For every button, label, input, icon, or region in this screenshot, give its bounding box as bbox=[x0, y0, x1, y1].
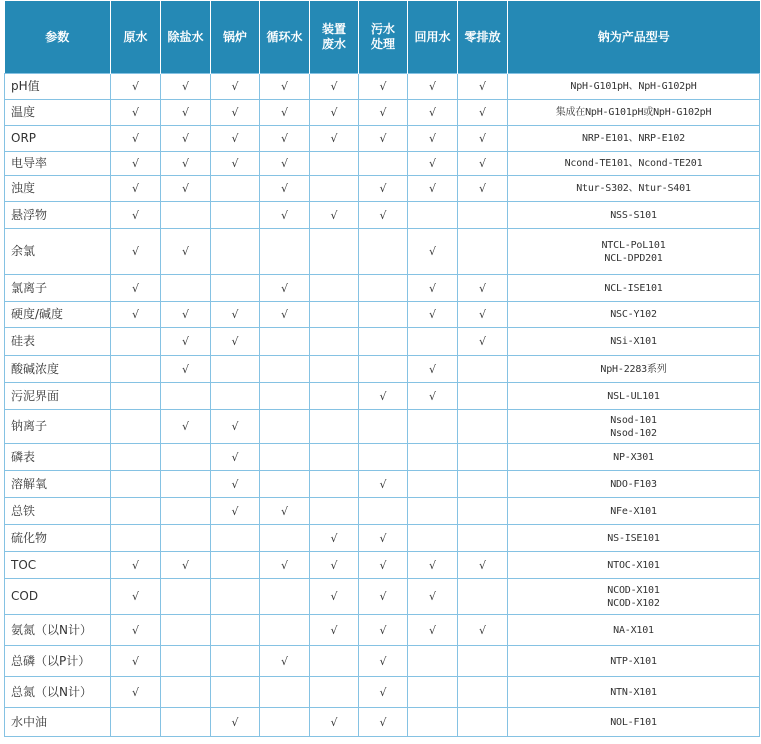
empty-cell bbox=[111, 498, 161, 525]
check-mark-cell: √ bbox=[359, 708, 408, 737]
model-line: NTCL-PoL101 bbox=[601, 239, 666, 251]
header-sewage-treatment bbox=[359, 1, 408, 74]
table-row bbox=[5, 498, 760, 525]
model-line: NSi-X101 bbox=[610, 336, 657, 347]
model-cell bbox=[508, 646, 760, 677]
check-mark-cell: √ bbox=[458, 74, 508, 100]
check-mark-cell: √ bbox=[161, 410, 211, 444]
model-cell bbox=[508, 708, 760, 737]
check-mark-cell: √ bbox=[310, 202, 359, 229]
check-mark-cell: √ bbox=[359, 471, 408, 498]
empty-cell bbox=[310, 383, 359, 410]
empty-cell bbox=[211, 356, 260, 383]
empty-cell bbox=[211, 646, 260, 677]
empty-cell bbox=[260, 708, 310, 737]
model-line: NCOD-X102 bbox=[607, 597, 660, 609]
empty-cell bbox=[458, 525, 508, 552]
model-cell bbox=[508, 471, 760, 498]
table-row bbox=[5, 646, 760, 677]
empty-cell bbox=[211, 383, 260, 410]
check-mark-cell: √ bbox=[458, 328, 508, 356]
header-raw-water: 原水 bbox=[111, 1, 161, 74]
param-cell: pH值 bbox=[5, 74, 111, 100]
empty-cell bbox=[111, 383, 161, 410]
empty-cell bbox=[458, 444, 508, 471]
check-mark-cell: √ bbox=[111, 615, 161, 646]
empty-cell bbox=[111, 471, 161, 498]
table-row bbox=[5, 176, 760, 202]
param-cell: 总铁 bbox=[5, 498, 111, 525]
check-mark-cell: √ bbox=[260, 275, 310, 302]
model-line: NDO-F103 bbox=[610, 478, 657, 490]
param-cell: 磷表 bbox=[5, 444, 111, 471]
empty-cell bbox=[111, 444, 161, 471]
model-line: NSC-Y102 bbox=[610, 309, 657, 320]
empty-cell bbox=[408, 410, 458, 444]
empty-cell bbox=[359, 275, 408, 302]
model-line: 集成在NpH-G101pH或NpH-G102pH bbox=[555, 107, 712, 118]
table-row bbox=[5, 356, 760, 383]
param-cell: 硅表 bbox=[5, 328, 111, 356]
empty-cell bbox=[310, 471, 359, 498]
empty-cell bbox=[458, 579, 508, 615]
check-mark-cell: √ bbox=[458, 100, 508, 126]
empty-cell bbox=[458, 708, 508, 737]
param-cell: 酸碱浓度 bbox=[5, 356, 111, 383]
empty-cell bbox=[111, 328, 161, 356]
table-row bbox=[5, 275, 760, 302]
empty-cell bbox=[458, 356, 508, 383]
model-cell bbox=[508, 126, 760, 152]
empty-cell bbox=[111, 525, 161, 552]
empty-cell bbox=[211, 229, 260, 275]
check-mark-cell: √ bbox=[211, 126, 260, 152]
check-mark-cell: √ bbox=[310, 708, 359, 737]
check-mark-cell: √ bbox=[111, 229, 161, 275]
table-row bbox=[5, 552, 760, 579]
check-mark-cell: √ bbox=[359, 579, 408, 615]
check-mark-cell: √ bbox=[458, 275, 508, 302]
empty-cell bbox=[211, 615, 260, 646]
empty-cell bbox=[161, 525, 211, 552]
model-cell bbox=[508, 383, 760, 410]
check-mark-cell: √ bbox=[161, 152, 211, 176]
check-mark-cell: √ bbox=[211, 152, 260, 176]
model-cell bbox=[508, 410, 760, 444]
model-cell bbox=[508, 552, 760, 579]
check-mark-cell: √ bbox=[260, 100, 310, 126]
empty-cell bbox=[458, 229, 508, 275]
header-circulating-water: 循环水 bbox=[260, 1, 310, 74]
check-mark-cell: √ bbox=[408, 302, 458, 328]
empty-cell bbox=[310, 152, 359, 176]
check-mark-cell: √ bbox=[111, 552, 161, 579]
empty-cell bbox=[310, 275, 359, 302]
check-mark-cell: √ bbox=[111, 74, 161, 100]
model-line: NA-X101 bbox=[613, 624, 654, 636]
check-mark-cell: √ bbox=[408, 356, 458, 383]
model-line: NpH-G101pH、NpH-G102pH bbox=[570, 81, 697, 92]
empty-cell bbox=[111, 410, 161, 444]
model-line: NFe-X101 bbox=[610, 505, 657, 517]
param-cell: 浊度 bbox=[5, 176, 111, 202]
check-mark-cell: √ bbox=[359, 202, 408, 229]
empty-cell bbox=[408, 202, 458, 229]
check-mark-cell: √ bbox=[359, 126, 408, 152]
param-cell: 污泥界面 bbox=[5, 383, 111, 410]
check-mark-cell: √ bbox=[260, 302, 310, 328]
empty-cell bbox=[161, 708, 211, 737]
model-line: NOL-F101 bbox=[610, 716, 657, 728]
check-mark-cell: √ bbox=[260, 552, 310, 579]
empty-cell bbox=[310, 498, 359, 525]
param-cell: 总氮（以N计） bbox=[5, 677, 111, 708]
model-line: NTN-X101 bbox=[610, 686, 657, 698]
empty-cell bbox=[161, 677, 211, 708]
empty-cell bbox=[359, 444, 408, 471]
empty-cell bbox=[211, 176, 260, 202]
empty-cell bbox=[359, 328, 408, 356]
header-sewage-treatment-line1: 污水 bbox=[370, 22, 395, 36]
check-mark-cell: √ bbox=[161, 176, 211, 202]
empty-cell bbox=[408, 471, 458, 498]
empty-cell bbox=[260, 677, 310, 708]
model-cell bbox=[508, 444, 760, 471]
check-mark-cell: √ bbox=[161, 126, 211, 152]
header-model: 钠为产品型号 bbox=[508, 1, 760, 74]
header-reclaimed-water: 回用水 bbox=[408, 1, 458, 74]
check-mark-cell: √ bbox=[111, 100, 161, 126]
empty-cell bbox=[458, 383, 508, 410]
check-mark-cell: √ bbox=[408, 74, 458, 100]
check-mark-cell: √ bbox=[458, 176, 508, 202]
param-cell: 余氯 bbox=[5, 229, 111, 275]
check-mark-cell: √ bbox=[161, 100, 211, 126]
model-line: NCL-ISE101 bbox=[604, 282, 663, 294]
check-mark-cell: √ bbox=[161, 552, 211, 579]
empty-cell bbox=[458, 202, 508, 229]
model-line: Ntur-S302、Ntur-S401 bbox=[576, 183, 691, 194]
table-row bbox=[5, 579, 760, 615]
empty-cell bbox=[260, 615, 310, 646]
model-line: NSS-S101 bbox=[610, 209, 657, 221]
empty-cell bbox=[161, 202, 211, 229]
check-mark-cell: √ bbox=[408, 229, 458, 275]
param-cell: COD bbox=[5, 579, 111, 615]
param-cell: TOC bbox=[5, 552, 111, 579]
check-mark-cell: √ bbox=[211, 100, 260, 126]
empty-cell bbox=[111, 356, 161, 383]
check-mark-cell: √ bbox=[111, 579, 161, 615]
empty-cell bbox=[161, 444, 211, 471]
check-mark-cell: √ bbox=[458, 615, 508, 646]
check-mark-cell: √ bbox=[111, 677, 161, 708]
param-cell: 水中油 bbox=[5, 708, 111, 737]
empty-cell bbox=[211, 275, 260, 302]
empty-cell bbox=[359, 410, 408, 444]
empty-cell bbox=[161, 646, 211, 677]
model-cell bbox=[508, 152, 760, 176]
model-cell bbox=[508, 615, 760, 646]
empty-cell bbox=[260, 328, 310, 356]
check-mark-cell: √ bbox=[211, 444, 260, 471]
empty-cell bbox=[310, 356, 359, 383]
param-cell: 温度 bbox=[5, 100, 111, 126]
table-row bbox=[5, 444, 760, 471]
model-line: NTOC-X101 bbox=[607, 559, 660, 571]
empty-cell bbox=[260, 229, 310, 275]
model-cell bbox=[508, 202, 760, 229]
empty-cell bbox=[211, 525, 260, 552]
check-mark-cell: √ bbox=[111, 152, 161, 176]
check-mark-cell: √ bbox=[408, 126, 458, 152]
table-row bbox=[5, 615, 760, 646]
model-line: NCL-DPD201 bbox=[604, 252, 663, 264]
empty-cell bbox=[310, 646, 359, 677]
model-line: NCOD-X101 bbox=[607, 584, 660, 596]
model-line: NRP-E101、NRP-E102 bbox=[582, 133, 685, 144]
check-mark-cell: √ bbox=[359, 677, 408, 708]
empty-cell bbox=[359, 302, 408, 328]
check-mark-cell: √ bbox=[260, 202, 310, 229]
param-cell: ORP bbox=[5, 126, 111, 152]
empty-cell bbox=[260, 410, 310, 444]
check-mark-cell: √ bbox=[161, 356, 211, 383]
table-row bbox=[5, 383, 760, 410]
check-mark-cell: √ bbox=[310, 126, 359, 152]
check-mark-cell: √ bbox=[408, 615, 458, 646]
empty-cell bbox=[458, 498, 508, 525]
check-mark-cell: √ bbox=[359, 383, 408, 410]
check-mark-cell: √ bbox=[359, 552, 408, 579]
check-mark-cell: √ bbox=[111, 302, 161, 328]
model-line: NTP-X101 bbox=[610, 655, 657, 667]
check-mark-cell: √ bbox=[408, 579, 458, 615]
model-cell bbox=[508, 302, 760, 328]
param-cell: 钠离子 bbox=[5, 410, 111, 444]
check-mark-cell: √ bbox=[310, 100, 359, 126]
check-mark-cell: √ bbox=[408, 176, 458, 202]
empty-cell bbox=[310, 410, 359, 444]
check-mark-cell: √ bbox=[161, 229, 211, 275]
model-cell bbox=[508, 525, 760, 552]
header-device-wastewater-line1: 装置 bbox=[321, 22, 346, 36]
empty-cell bbox=[161, 498, 211, 525]
table-row bbox=[5, 152, 760, 176]
check-mark-cell: √ bbox=[211, 410, 260, 444]
empty-cell bbox=[260, 356, 310, 383]
table-row bbox=[5, 74, 760, 100]
check-mark-cell: √ bbox=[458, 302, 508, 328]
model-line: NpH-2283系列 bbox=[600, 363, 667, 375]
header-desalted-water: 除盐水 bbox=[161, 1, 211, 74]
model-cell bbox=[508, 275, 760, 302]
check-mark-cell: √ bbox=[111, 126, 161, 152]
check-mark-cell: √ bbox=[260, 646, 310, 677]
check-mark-cell: √ bbox=[458, 126, 508, 152]
check-mark-cell: √ bbox=[260, 74, 310, 100]
empty-cell bbox=[408, 525, 458, 552]
check-mark-cell: √ bbox=[408, 383, 458, 410]
header-param: 参数 bbox=[5, 1, 111, 74]
empty-cell bbox=[359, 152, 408, 176]
header-device-wastewater bbox=[310, 1, 359, 74]
empty-cell bbox=[260, 471, 310, 498]
header-boiler: 锅炉 bbox=[211, 1, 260, 74]
check-mark-cell: √ bbox=[359, 615, 408, 646]
analyzer-selection-table bbox=[4, 1, 760, 737]
check-mark-cell: √ bbox=[211, 471, 260, 498]
empty-cell bbox=[458, 677, 508, 708]
empty-cell bbox=[458, 646, 508, 677]
check-mark-cell: √ bbox=[310, 552, 359, 579]
empty-cell bbox=[310, 176, 359, 202]
check-mark-cell: √ bbox=[458, 552, 508, 579]
check-mark-cell: √ bbox=[408, 275, 458, 302]
model-line: Nsod-101 bbox=[610, 414, 657, 426]
empty-cell bbox=[211, 677, 260, 708]
model-cell bbox=[508, 100, 760, 126]
table-row bbox=[5, 302, 760, 328]
param-cell: 悬浮物 bbox=[5, 202, 111, 229]
check-mark-cell: √ bbox=[359, 100, 408, 126]
empty-cell bbox=[408, 708, 458, 737]
empty-cell bbox=[408, 646, 458, 677]
param-cell: 硬度/碱度 bbox=[5, 302, 111, 328]
empty-cell bbox=[310, 677, 359, 708]
empty-cell bbox=[161, 383, 211, 410]
model-cell bbox=[508, 328, 760, 356]
table-row bbox=[5, 126, 760, 152]
empty-cell bbox=[260, 525, 310, 552]
table-row bbox=[5, 525, 760, 552]
check-mark-cell: √ bbox=[359, 176, 408, 202]
table-row bbox=[5, 471, 760, 498]
check-mark-cell: √ bbox=[161, 74, 211, 100]
check-mark-cell: √ bbox=[310, 615, 359, 646]
check-mark-cell: √ bbox=[161, 328, 211, 356]
empty-cell bbox=[408, 444, 458, 471]
table-row bbox=[5, 229, 760, 275]
empty-cell bbox=[161, 471, 211, 498]
table-row bbox=[5, 410, 760, 444]
model-cell bbox=[508, 579, 760, 615]
model-line: NS-ISE101 bbox=[607, 532, 660, 544]
empty-cell bbox=[260, 383, 310, 410]
model-line: NSL-UL101 bbox=[607, 390, 660, 402]
check-mark-cell: √ bbox=[111, 275, 161, 302]
check-mark-cell: √ bbox=[211, 74, 260, 100]
empty-cell bbox=[359, 356, 408, 383]
check-mark-cell: √ bbox=[359, 646, 408, 677]
empty-cell bbox=[310, 444, 359, 471]
empty-cell bbox=[211, 552, 260, 579]
check-mark-cell: √ bbox=[260, 498, 310, 525]
header-row bbox=[5, 1, 760, 74]
check-mark-cell: √ bbox=[260, 176, 310, 202]
empty-cell bbox=[408, 498, 458, 525]
check-mark-cell: √ bbox=[408, 100, 458, 126]
param-cell: 总磷（以P计） bbox=[5, 646, 111, 677]
check-mark-cell: √ bbox=[211, 328, 260, 356]
table-row bbox=[5, 100, 760, 126]
check-mark-cell: √ bbox=[310, 74, 359, 100]
param-cell: 硫化物 bbox=[5, 525, 111, 552]
model-line: NP-X301 bbox=[613, 451, 654, 463]
model-cell bbox=[508, 74, 760, 100]
check-mark-cell: √ bbox=[211, 302, 260, 328]
table-row bbox=[5, 708, 760, 737]
empty-cell bbox=[111, 708, 161, 737]
empty-cell bbox=[161, 615, 211, 646]
empty-cell bbox=[310, 328, 359, 356]
empty-cell bbox=[211, 202, 260, 229]
model-line: Nsod-102 bbox=[610, 427, 657, 439]
model-cell bbox=[508, 498, 760, 525]
check-mark-cell: √ bbox=[408, 152, 458, 176]
check-mark-cell: √ bbox=[111, 202, 161, 229]
header-zero-discharge: 零排放 bbox=[458, 1, 508, 74]
empty-cell bbox=[408, 328, 458, 356]
param-cell: 氨氮（以N计） bbox=[5, 615, 111, 646]
check-mark-cell: √ bbox=[310, 525, 359, 552]
table-row bbox=[5, 202, 760, 229]
model-cell bbox=[508, 356, 760, 383]
check-mark-cell: √ bbox=[260, 152, 310, 176]
header-sewage-treatment-line2: 处理 bbox=[370, 37, 395, 51]
empty-cell bbox=[260, 444, 310, 471]
empty-cell bbox=[260, 579, 310, 615]
table-body bbox=[5, 74, 760, 737]
model-line: Ncond-TE101、Ncond-TE201 bbox=[564, 158, 703, 169]
model-cell bbox=[508, 229, 760, 275]
check-mark-cell: √ bbox=[260, 126, 310, 152]
check-mark-cell: √ bbox=[111, 176, 161, 202]
check-mark-cell: √ bbox=[111, 646, 161, 677]
check-mark-cell: √ bbox=[211, 498, 260, 525]
empty-cell bbox=[161, 275, 211, 302]
empty-cell bbox=[408, 677, 458, 708]
check-mark-cell: √ bbox=[310, 579, 359, 615]
empty-cell bbox=[359, 498, 408, 525]
param-cell: 氯离子 bbox=[5, 275, 111, 302]
empty-cell bbox=[458, 471, 508, 498]
check-mark-cell: √ bbox=[211, 708, 260, 737]
check-mark-cell: √ bbox=[161, 302, 211, 328]
model-cell bbox=[508, 176, 760, 202]
empty-cell bbox=[161, 579, 211, 615]
check-mark-cell: √ bbox=[359, 74, 408, 100]
empty-cell bbox=[310, 302, 359, 328]
check-mark-cell: √ bbox=[458, 152, 508, 176]
empty-cell bbox=[310, 229, 359, 275]
table-row bbox=[5, 328, 760, 356]
param-cell: 溶解氧 bbox=[5, 471, 111, 498]
check-mark-cell: √ bbox=[359, 525, 408, 552]
param-cell: 电导率 bbox=[5, 152, 111, 176]
empty-cell bbox=[211, 579, 260, 615]
empty-cell bbox=[359, 229, 408, 275]
empty-cell bbox=[458, 410, 508, 444]
model-cell bbox=[508, 677, 760, 708]
header-device-wastewater-line2: 废水 bbox=[321, 37, 346, 51]
table-row bbox=[5, 677, 760, 708]
check-mark-cell: √ bbox=[408, 552, 458, 579]
